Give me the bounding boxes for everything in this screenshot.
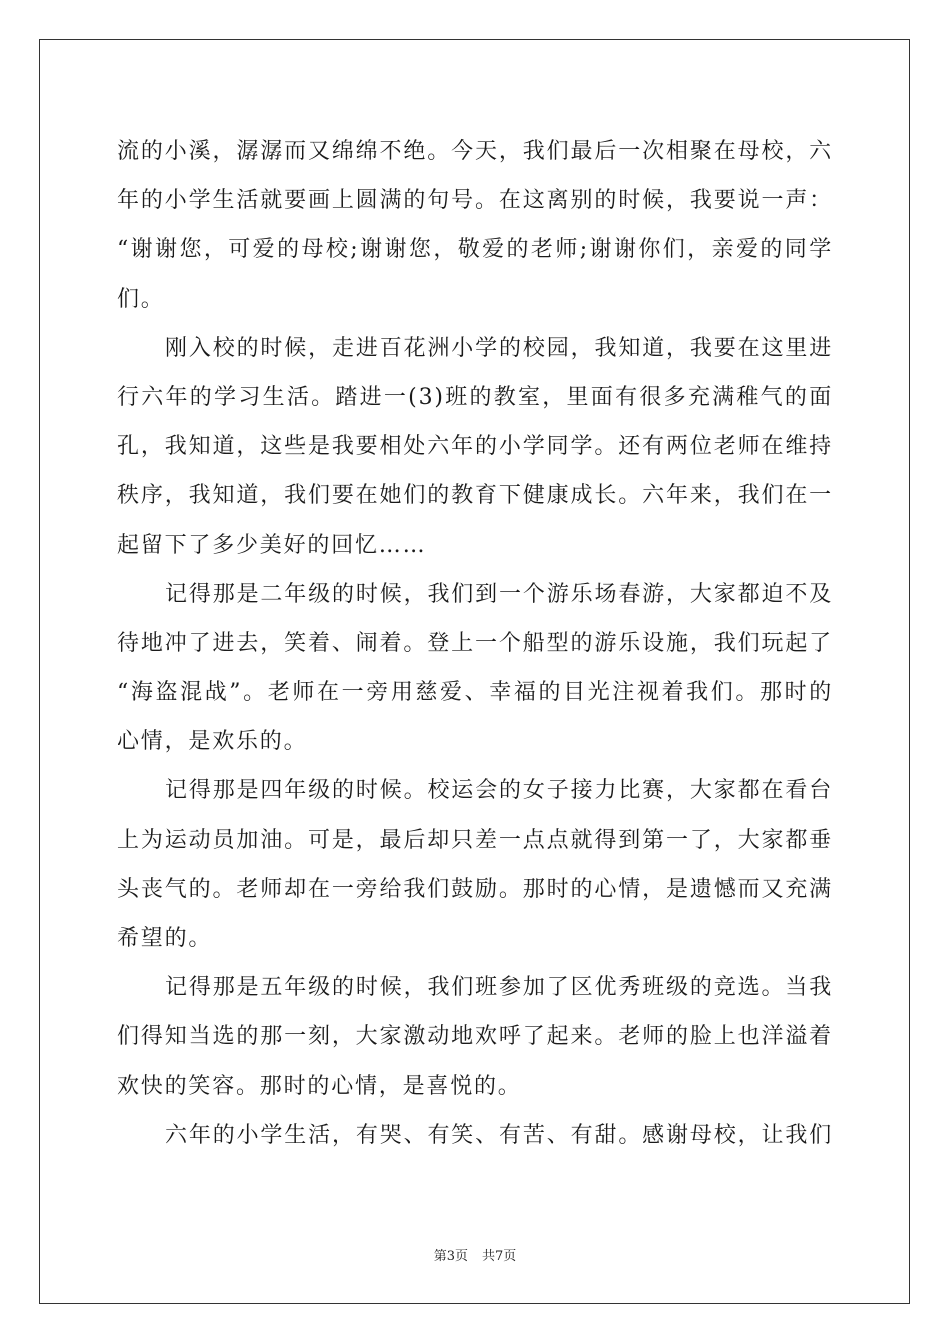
text-line: 待地冲了进去，笑着、闹着。登上一个船型的游乐设施，我们玩起了 <box>117 630 833 656</box>
text-line: “谢谢您，可爱的母校;谢谢您，敬爱的老师;谢谢你们，亲爱的同学 <box>117 237 833 263</box>
text-line: 们。 <box>117 286 165 312</box>
paragraph-first-line: 记得那是四年级的时候。校运会的女子接力比赛，大家都在看台 <box>165 778 833 804</box>
page-total: 共7页 <box>482 1249 517 1264</box>
text-line: 上为运动员加油。可是，最后却只差一点点就得到第一了，大家都垂 <box>117 827 833 853</box>
paragraph-first-line: 六年的小学生活，有哭、有笑、有苦、有甜。感谢母校，让我们 <box>165 1122 833 1148</box>
paragraph-first-line: 记得那是二年级的时候，我们到一个游乐场春游，大家都迫不及 <box>165 581 833 607</box>
text-line: 孔，我知道，这些是我要相处六年的小学同学。还有两位老师在维持 <box>117 434 833 460</box>
page-number: 第3页 <box>433 1249 468 1264</box>
paragraph-first-line: 刚入校的时候，走进百花洲小学的校园，我知道，我要在这里进 <box>165 335 833 361</box>
text-line: 欢快的笑容。那时的心情，是喜悦的。 <box>117 1073 522 1099</box>
text-line: 们得知当选的那一刻，大家激动地欢呼了起来。老师的脸上也洋溢着 <box>117 1024 833 1050</box>
text-line: 心情，是欢乐的。 <box>117 729 308 755</box>
text-line: 秩序，我知道，我们要在她们的教育下健康成长。六年来，我们在一 <box>117 483 833 509</box>
page-footer <box>0 1248 950 1266</box>
text-line: 行六年的学习生活。踏进一(3)班的教室，里面有很多充满稚气的面 <box>117 384 833 410</box>
paragraph-first-line: 记得那是五年级的时候，我们班参加了区优秀班级的竞选。当我 <box>165 975 833 1001</box>
text-line: 头丧气的。老师却在一旁给我们鼓励。那时的心情，是遗憾而又充满 <box>117 876 833 902</box>
text-line: 起留下了多少美好的回忆…… <box>117 532 427 558</box>
text-line: 希望的。 <box>117 926 213 951</box>
text-line: 年的小学生活就要画上圆满的句号。在这离别的时候，我要说一声： <box>117 188 833 214</box>
text-line: 流的小溪，潺潺而又绵绵不绝。今天，我们最后一次相聚在母校，六 <box>117 139 833 164</box>
document-body <box>117 127 833 1160</box>
text-line: “海盗混战”。老师在一旁用慈爱、幸福的目光注视着我们。那时的 <box>117 680 833 706</box>
